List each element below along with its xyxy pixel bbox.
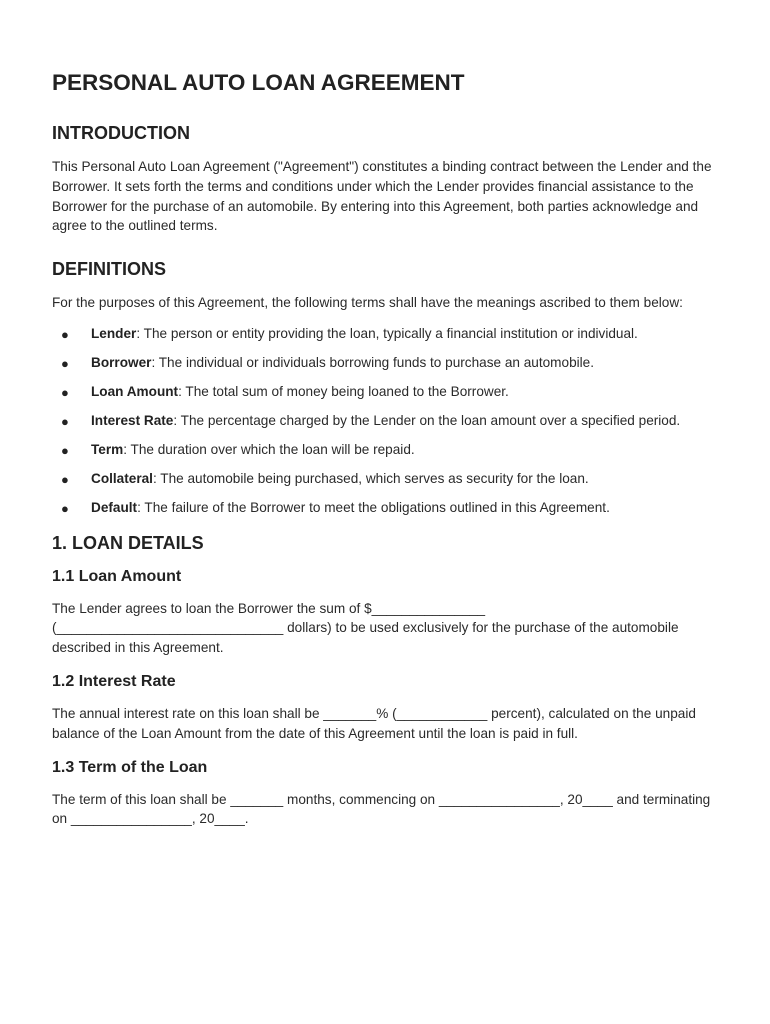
introduction-text: This Personal Auto Loan Agreement ("Agreement") constitutes a binding contract between the Lender and the Borrower. It sets forth the terms and conditions under which the Lender provides financial assistance to the Borrower for the purchase of an automobile. By entering into this Agreement, both parties acknowledge and agree to the outlined terms. xyxy=(52,159,712,234)
list-item xyxy=(52,498,716,518)
list-item xyxy=(52,382,716,402)
definitions-list xyxy=(52,324,716,518)
definition-term: Lender xyxy=(91,325,137,341)
document-page xyxy=(52,70,716,829)
definition-term: Term xyxy=(91,441,124,457)
loan-term-text: The term of this loan shall be _______ months, commencing on ________________, 20____ and terminating on ________________, 20____. xyxy=(52,791,711,827)
list-item xyxy=(52,411,716,431)
bullet-icon: ● xyxy=(61,384,69,400)
definition-term: Loan Amount xyxy=(91,383,179,399)
bullet-icon: ● xyxy=(61,500,69,516)
definition-term: Borrower xyxy=(91,354,152,370)
list-item xyxy=(52,469,716,489)
interest-rate-heading: 1.2 Interest Rate xyxy=(52,673,176,691)
definition-text: : The automobile being purchased, which serves as security for the loan. xyxy=(152,470,589,486)
definition-term: Collateral xyxy=(91,470,153,486)
definition-text: : The duration over which the loan will be repaid. xyxy=(123,441,415,457)
loan-amount-text: The Lender agrees to loan the Borrower the sum of $_______________ (______________________________ dollars) to be used exclusively for the purchase of the automobile described in this Agreement. xyxy=(52,600,679,656)
bullet-icon: ● xyxy=(61,326,69,342)
bullet-icon: ● xyxy=(61,413,69,429)
introduction-heading: INTRODUCTION xyxy=(52,123,190,143)
bullet-icon: ● xyxy=(61,471,69,487)
definition-text: : The person or entity providing the loan, typically a financial institution or individual. xyxy=(136,325,638,341)
loan-amount-heading: 1.1 Loan Amount xyxy=(52,567,182,585)
definition-text: : The percentage charged by the Lender on the loan amount over a specified period. xyxy=(173,412,681,428)
document-title: PERSONAL AUTO LOAN AGREEMENT xyxy=(52,70,465,95)
definition-term: Interest Rate xyxy=(91,412,174,428)
interest-rate-text: The annual interest rate on this loan shall be _______% (____________ percent), calculated on the unpaid balance of the Loan Amount from the date of this Agreement until the loan is paid in full. xyxy=(52,706,696,741)
list-item xyxy=(52,353,716,373)
definitions-intro: For the purposes of this Agreement, the following terms shall have the meanings ascribed to them below: xyxy=(52,295,683,311)
definition-text: : The total sum of money being loaned to the Borrower. xyxy=(178,383,509,399)
loan-details-heading: 1. LOAN DETAILS xyxy=(52,532,204,553)
bullet-icon: ● xyxy=(61,442,69,458)
loan-term-heading: 1.3 Term of the Loan xyxy=(52,758,208,776)
definition-term: Default xyxy=(91,499,138,515)
definitions-heading: DEFINITIONS xyxy=(52,259,167,280)
list-item xyxy=(52,324,716,344)
bullet-icon: ● xyxy=(61,355,69,371)
definition-text: : The failure of the Borrower to meet the obligations outlined in this Agreement. xyxy=(137,499,610,515)
definition-text: : The individual or individuals borrowing funds to purchase an automobile. xyxy=(151,354,595,370)
list-item xyxy=(52,440,716,460)
